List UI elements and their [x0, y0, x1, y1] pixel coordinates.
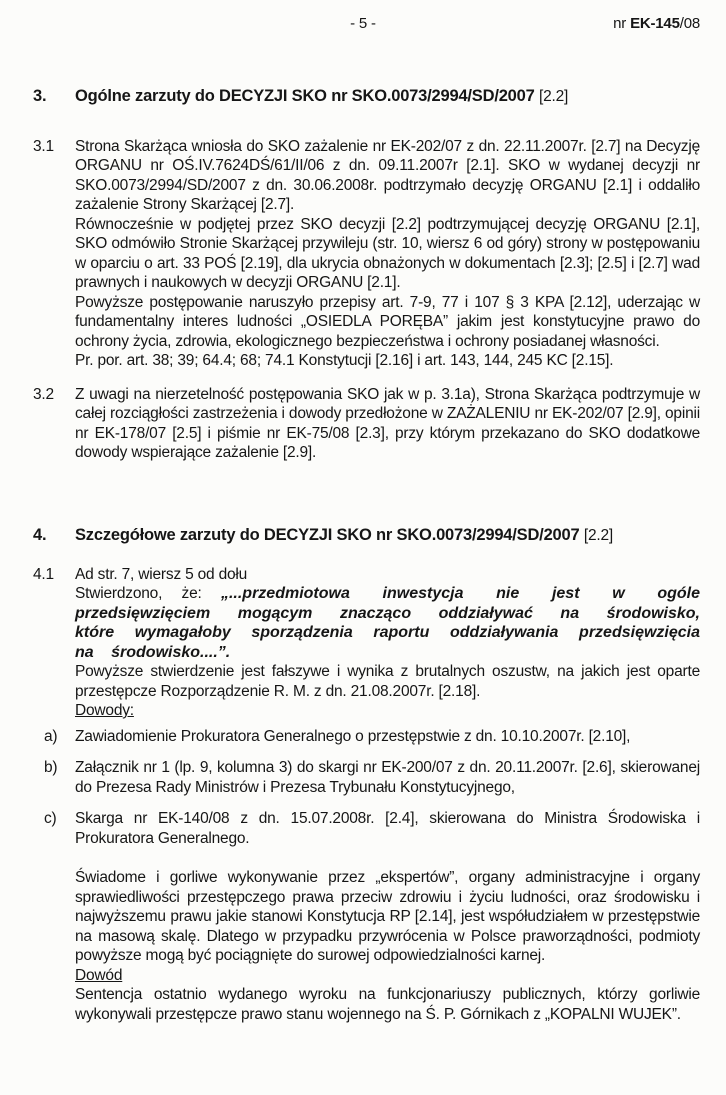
item-4-1-body: [75, 565, 726, 721]
page-header: [0, 14, 726, 34]
section-4-heading: [0, 525, 726, 546]
item-3-2-paragraph-1: Z uwagi na nierzetelność postępowania SKO jak w p. 3.1a), Strona Skarżąca podtrzymuje w całej rozciągłości zastrzeżenia i dowody przedłożone w ZAŻALENIU nr EK-202/07 [2.9], opinii nr EK-178/07 [2.5] i piśmie nr EK-75/08 [2.3], przy którym przekazano do SKO dodatkowe dowody wspierające zażalenie [2.9].: [75, 385, 700, 461]
item-4-1-line-1: Ad str. 7, wiersz 5 od dołu: [75, 565, 248, 583]
section-3-heading: [0, 86, 726, 107]
document-reference-suffix: /08: [679, 15, 700, 32]
item-4-1-conclusion-body: [75, 868, 726, 1024]
item-4-1-quoted-text: „...przedmiotowa inwestycja nie jest w ogóle przedsięwzięciem mogącym znacząco oddziaływać na środowisko, które wymagałoby sporządzenia raportu oddziaływania przedsięwzięcia na środowisko....”.: [75, 585, 700, 661]
evidence-item-b: [0, 758, 726, 797]
section-3-title-text: Ogólne zarzuty do DECYZJI SKO nr SKO.0073/2994/SD/2007: [75, 86, 539, 105]
item-3-1-paragraph-2: Równocześnie w podjętej przez SKO decyzji [2.2] podtrzymującej decyzję ORGANU [2.1], SKO odmówiło Stronie Skarżącej przywileju (str. 10, wiersz 6 od góry) strony w postępowaniu w oparciu o art. 33 POŚ [2.19], dla ukrycia obnażonych w dokumentach [2.3]; [2.5] i [2.7] wad prawnych i naukowych w decyzji ORGANU [2.1].: [75, 215, 700, 291]
item-4-1-number: 4.1: [33, 565, 54, 583]
document-reference-number: EK-145: [630, 15, 680, 32]
section-3-title-ref: [2.2]: [539, 87, 569, 105]
section-4-title-ref: [2.2]: [583, 526, 614, 544]
item-3-2-number: 3.2: [33, 385, 54, 403]
section-3-number: 3.: [33, 86, 47, 105]
section-4-title-text: Szczegółowe zarzuty do DECYZJI SKO nr SKO.0073/2994/SD/2007: [75, 525, 584, 544]
evidence-item-c-letter: c): [44, 810, 57, 827]
section-4-number: 4.: [33, 525, 47, 544]
item-3-1-paragraph-4: Pr. por. art. 38; 39; 64.4; 68; 74.1 Konstytucji [2.16] i art. 143, 144, 245 KC [2.15].: [75, 352, 614, 369]
evidence-item-c: [0, 809, 726, 848]
document-reference: [376, 14, 726, 34]
item-3-1-number: 3.1: [33, 137, 54, 155]
item-4-1-conclusion: [0, 868, 726, 1024]
item-4-1-paragraph-3: Świadome i gorliwe wykonywanie przez „ekspertów”, organy administracyjne i organy sprawiedliwości przestępczego prawa przeciw zdrowiu i życiu ludności, oraz środowisku i najwyższemu prawu jakie stanowi Konstytucja RP [2.14], jest współudziałem w przestępstwie na masową skalę. Dlatego w przypadku przywrócenia w Polsce praworządności, podmioty powyższe mogą być pociągnięte do surowej odpowiedzialności karnej.: [75, 869, 700, 964]
evidence-item-b-text: Załącznik nr 1 (lp. 9, kolumna 3) do skargi nr EK-200/07 z dn. 20.11.2007r. [2.6], skierowanej do Prezesa Rady Ministrów i Prezesa Trybunału Konstytucyjnego,: [75, 759, 700, 796]
proof-label: Dowód: [75, 966, 123, 984]
item-4-1-paragraph-2: Powyższe stwierdzenie jest fałszywe i wynika z brutalnych oszustw, na jakich jest oparte przestępcze Rozporządzenie R. M. z dn. 21.08.2007r. [2.18].: [75, 663, 700, 700]
item-3-1-paragraph-3: Powyższe postępowanie naruszyło przepisy art. 7-9, 77 i 107 § 3 KPA [2.12], uderzając w fundamentalny interes ludności „OSIEDLA PORĘBA” jakim jest konstytucyjne prawo do ochrony życia, zdrowia, ekologicznego bezpieczeństwa i ochrony posiadanej własności.: [75, 293, 700, 350]
item-3-2-body: [75, 385, 726, 463]
section-4-title: [75, 525, 726, 546]
item-3-1-body: [75, 137, 726, 371]
section-3-title: [75, 86, 726, 107]
item-4-1-statement: [75, 584, 700, 662]
document-reference-prefix: nr: [613, 15, 631, 32]
item-4-1: [0, 565, 726, 721]
item-4-1-paragraph-4: Sentencja ostatnio wydanego wyroku na funkcjonariuszy publicznych, którzy gorliwie wykonywali przestępcze prawo stanu wojennego na Ś. P. Górnikach z „KOPALNI WUJEK”.: [75, 986, 700, 1023]
evidence-item-a-letter: a): [44, 727, 58, 745]
evidence-item-a-text: Zawiadomienie Prokuratora Generalnego o przestępstwie z dn. 10.10.2007r. [2.10],: [75, 727, 631, 745]
item-3-2: [0, 385, 726, 463]
evidence-label: Dowody:: [75, 702, 134, 719]
page-number: - 5 -: [350, 15, 376, 32]
evidence-item-a: [0, 727, 726, 747]
item-3-1: [0, 137, 726, 371]
item-4-1-statement-intro: Stwierdzono, że:: [75, 585, 221, 602]
evidence-item-b-letter: b): [44, 759, 58, 776]
item-3-1-paragraph-1: Strona Skarżąca wniosła do SKO zażalenie nr EK-202/07 z dn. 22.11.2007r. [2.7] na Decyzję ORGANU nr OŚ.IV.7624DŚ/61/II/06 z dn. 09.11.2007r [2.1]. SKO w wydanej decyzji nr SKO.0073/2994/SD/2007 z dn. 30.06.2008r. podtrzymało decyzję ORGANU [2.1] i oddaliło zażalenie Strony Skarżącej [2.7].: [75, 137, 700, 213]
evidence-item-c-text: Skarga nr EK-140/08 z dn. 15.07.2008r. [2.4], skierowana do Ministra Środowiska i Prokuratora Generalnego.: [75, 810, 700, 847]
